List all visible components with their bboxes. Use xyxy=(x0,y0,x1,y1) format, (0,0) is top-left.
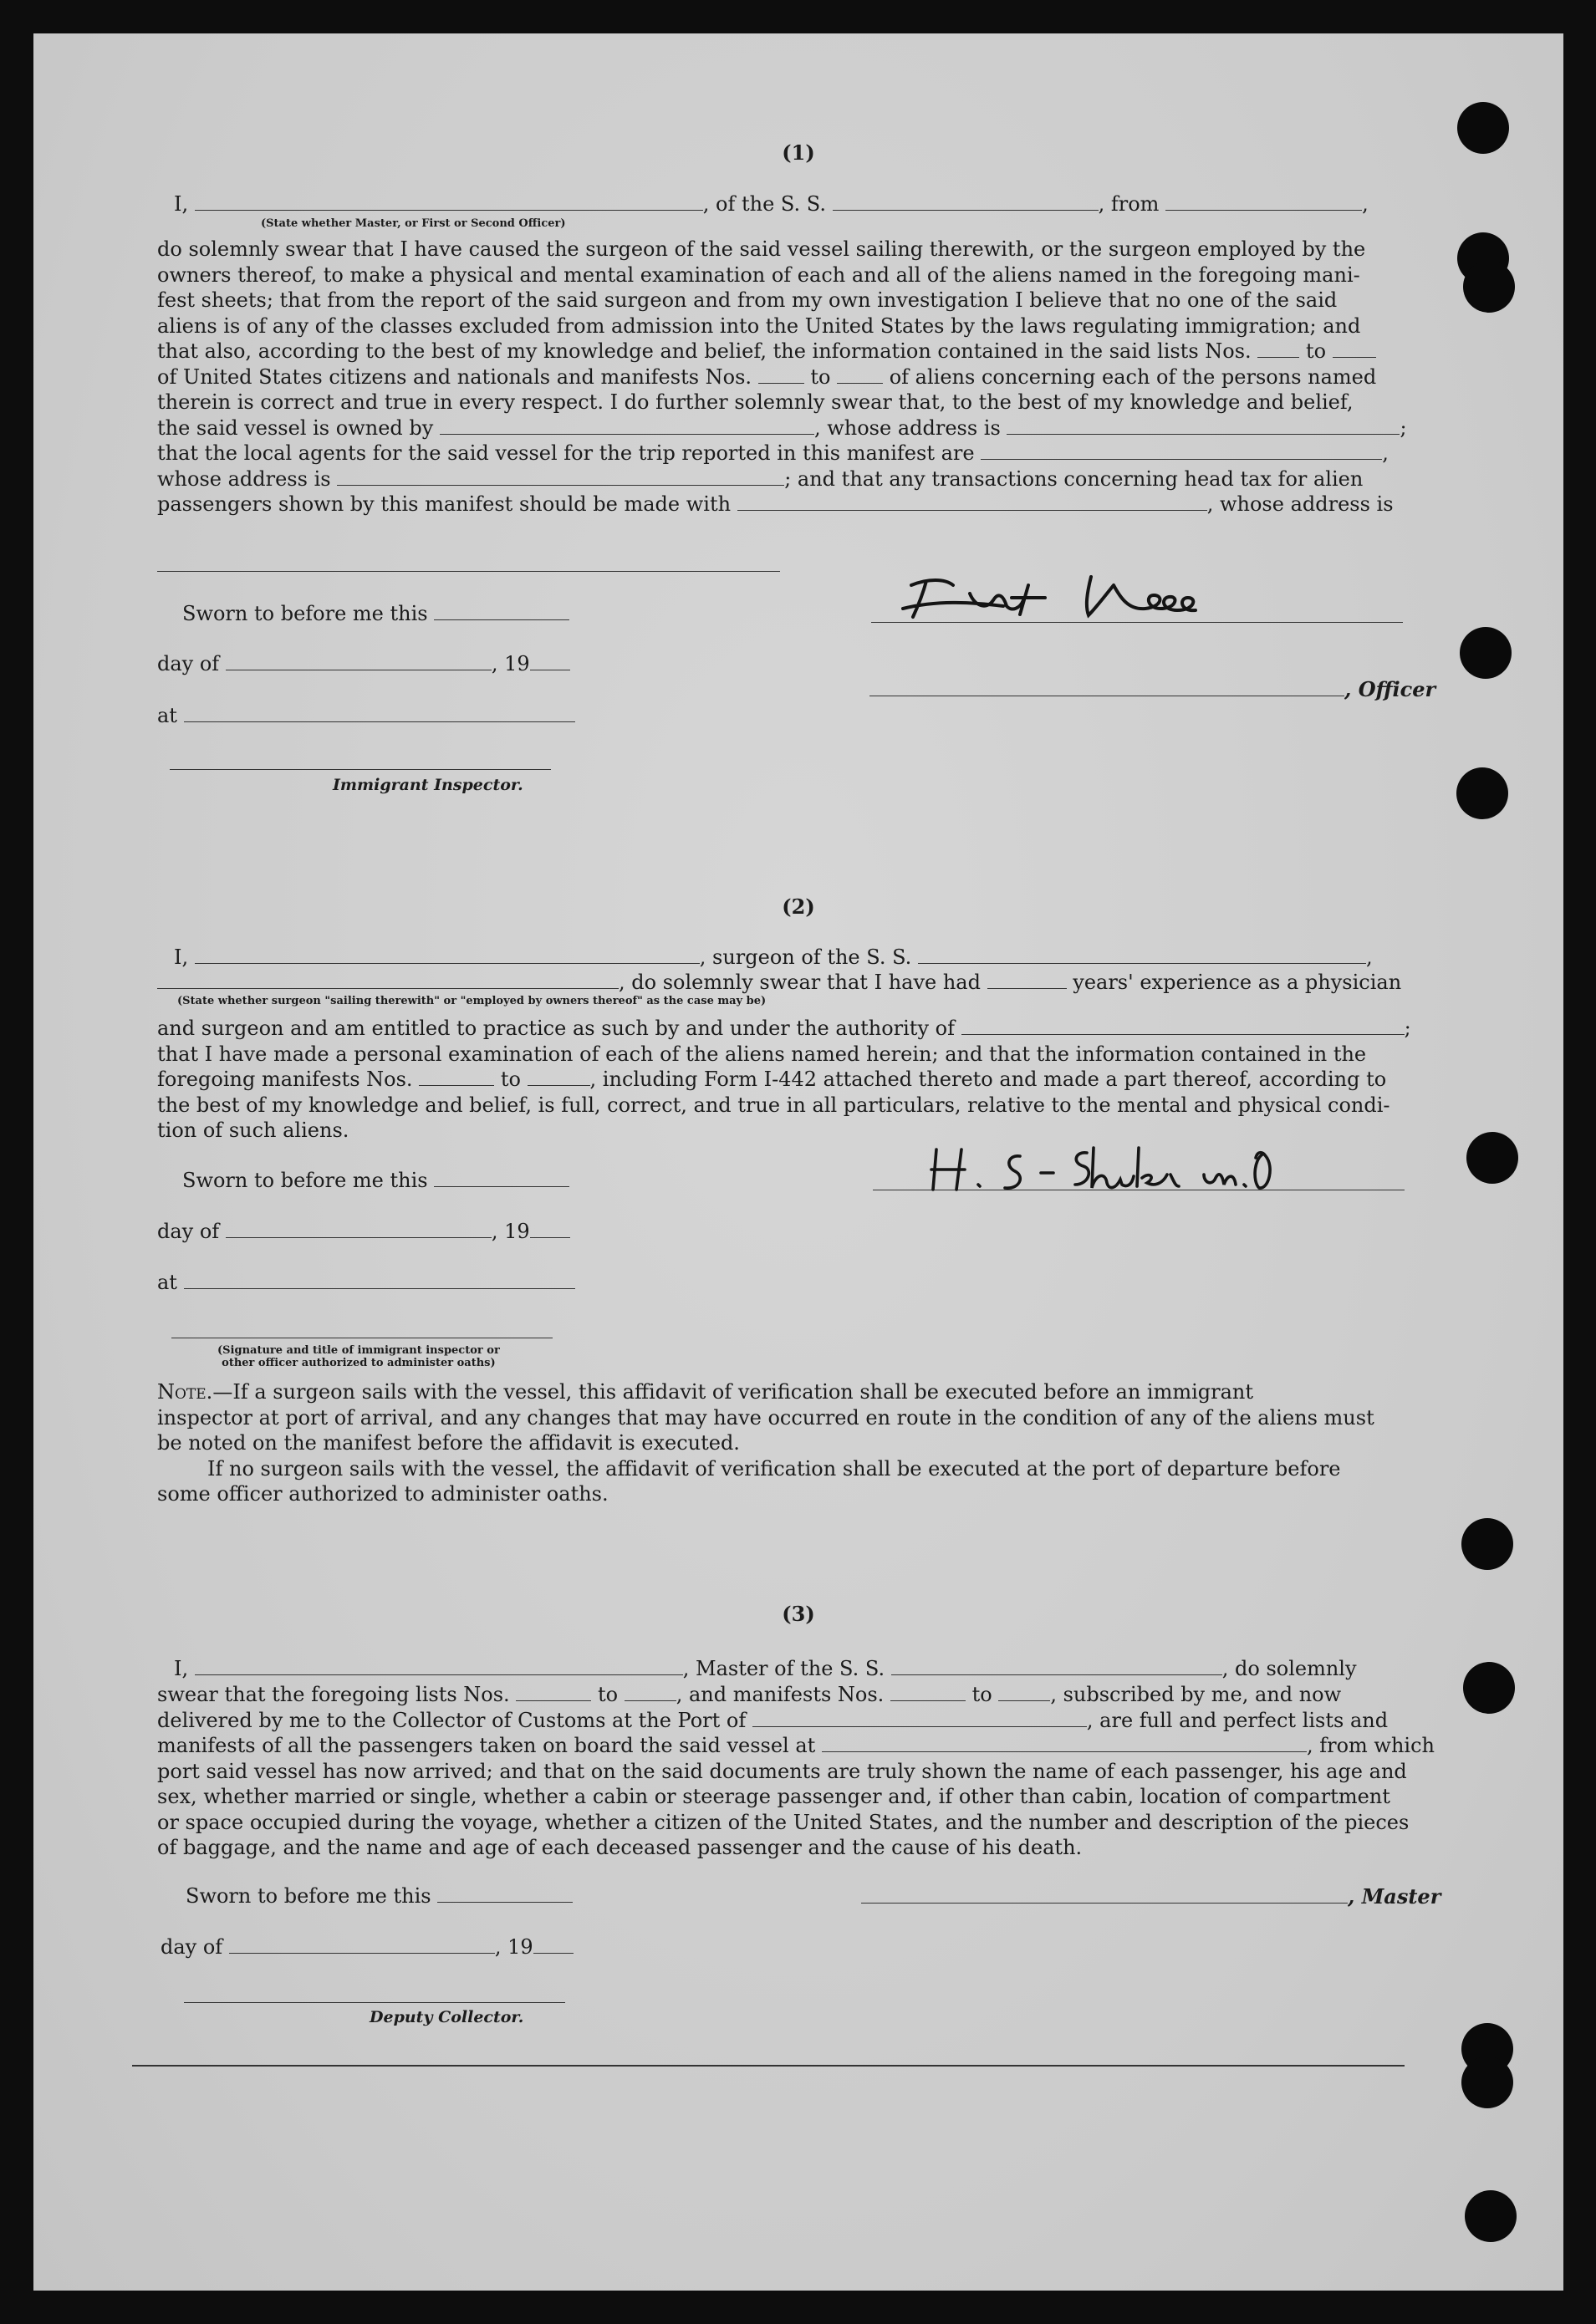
punch-hole xyxy=(1466,1132,1518,1184)
master-handwritten-signature xyxy=(895,560,1396,627)
punch-hole xyxy=(1460,627,1512,679)
place-field[interactable] xyxy=(184,1272,575,1289)
officer-name-field[interactable] xyxy=(195,193,703,211)
punch-hole xyxy=(1456,767,1508,819)
master-signature-field[interactable] xyxy=(861,1886,1348,1904)
lists-from-field[interactable] xyxy=(1257,340,1299,358)
year-field[interactable] xyxy=(530,653,570,670)
surgeon-manifests-from-field[interactable] xyxy=(419,1068,494,1086)
section-1-body: do solemnly swear that I have caused the surgeon of the said vessel sailing therewith, or the surgeon employed by the owners thereof, to make a physical and mental examination of each and all of the aliens named in the foregoing mani- fest sheets; that from the report of the said surgeon and from my own investigation I believe that no one of the said aliens is of any of the classes excluded from admission into the United States by the laws regulating immigration; and that also, according to the best of my knowledge and belief, the information contained in the said lists Nos. to of United States citizens and nationals and manifests Nos. to of aliens concerning each of the persons named therein is correct and true in every respect. I do further solemnly swear that, to the best of my knowledge and belief, the said vessel is owned by , whose address is ; that the local agents for the said vessel for the trip reported in this manifest are , whose address is ; and that any transactions concerning head tax for alien passengers shown by this manifest should be made with , whose address is xyxy=(157,237,1407,516)
section-2-body: and surgeon and am entitled to practice as such by and under the authority of ; that I have made a personal examination of each of the aliens named herein; and that the information contained in the foregoing manifests Nos. to , including Form I-442 attached thereto and made a part thereof, according to the best of my knowledge and belief, is full, correct, and true in all particulars, relative to the mental and physical condi- tion of such aliens. xyxy=(157,1017,1411,1142)
address-line[interactable] xyxy=(157,571,780,572)
surgeon-status-field[interactable] xyxy=(157,971,619,989)
ship-name-field[interactable] xyxy=(833,193,1099,211)
year-field[interactable] xyxy=(530,1221,570,1238)
sworn-date-field[interactable] xyxy=(434,603,569,620)
officer-line: , Officer xyxy=(869,677,1435,701)
signature-title-note: (Signature and title of immigrant inspector or other officer authorized to administer oaths) xyxy=(217,1344,500,1369)
master-lists-from-field[interactable] xyxy=(516,1684,591,1701)
master-manifests-from-field[interactable] xyxy=(890,1684,966,1701)
day-line-3: day of , 19 xyxy=(161,1935,574,1959)
at-line-1: at xyxy=(157,704,575,727)
at-line-2: at xyxy=(157,1271,575,1294)
day-line-1: day of , 19 xyxy=(157,652,570,675)
inspector-signature-line[interactable] xyxy=(170,769,551,770)
local-agents-field[interactable] xyxy=(981,442,1382,460)
master-manifests-to-field[interactable] xyxy=(998,1684,1050,1701)
sworn-line-3: Sworn to before me this xyxy=(186,1884,573,1908)
section-1-intro: I, , of the S. S. , from , xyxy=(174,192,1369,216)
sworn-line-2: Sworn to before me this xyxy=(182,1169,569,1192)
owner-field[interactable] xyxy=(440,417,814,435)
surgeon-ship-field[interactable] xyxy=(918,946,1366,964)
manifests-to-field[interactable] xyxy=(837,366,883,384)
master-lists-to-field[interactable] xyxy=(625,1684,676,1701)
punch-hole xyxy=(1461,2056,1513,2108)
punch-hole xyxy=(1465,2190,1517,2242)
section-3-intro: I, , Master of the S. S. , do solemnly xyxy=(174,1657,1357,1680)
day-field[interactable] xyxy=(226,1221,492,1238)
boarding-port-field[interactable] xyxy=(822,1735,1307,1752)
immigrant-inspector-caption: Immigrant Inspector. xyxy=(333,776,523,794)
from-port-field[interactable] xyxy=(1165,193,1362,211)
sworn-line-1: Sworn to before me this xyxy=(182,602,569,625)
punch-hole xyxy=(1463,1662,1515,1714)
lists-to-field[interactable] xyxy=(1333,340,1376,358)
manifest-verification-form xyxy=(33,33,1563,2291)
collector-signature-line[interactable] xyxy=(184,2002,565,2003)
day-field[interactable] xyxy=(229,1936,495,1954)
manifests-from-field[interactable] xyxy=(758,366,804,384)
section-2-heading: (2) xyxy=(782,894,815,919)
year-field[interactable] xyxy=(533,1936,574,1954)
surgeon-manifests-to-field[interactable] xyxy=(528,1068,590,1086)
master-line: , Master xyxy=(861,1884,1440,1909)
punch-hole xyxy=(1461,1518,1513,1570)
master-ship-field[interactable] xyxy=(891,1658,1222,1675)
place-field[interactable] xyxy=(184,705,575,722)
surgeon-status-note: (State whether surgeon "sailing therewith" or "employed by owners thereof" as the case may be) xyxy=(177,995,767,1007)
customs-port-field[interactable] xyxy=(752,1710,1087,1727)
day-field[interactable] xyxy=(226,653,492,670)
agents-address-field[interactable] xyxy=(337,468,784,486)
bottom-rule xyxy=(132,2065,1405,2067)
master-name-field[interactable] xyxy=(195,1658,683,1675)
sworn-date-field[interactable] xyxy=(437,1885,573,1903)
section-1-heading: (1) xyxy=(782,140,815,165)
owner-address-field[interactable] xyxy=(1007,417,1400,435)
head-tax-party-field[interactable] xyxy=(737,493,1207,511)
sworn-date-field[interactable] xyxy=(434,1170,569,1187)
deputy-collector-caption: Deputy Collector. xyxy=(370,2008,524,2026)
surgeon-handwritten-signature xyxy=(928,1141,1329,1200)
practice-authority-field[interactable] xyxy=(961,1017,1405,1035)
years-experience-field[interactable] xyxy=(987,971,1067,989)
day-line-2: day of , 19 xyxy=(157,1220,570,1243)
section-2-intro: I, , surgeon of the S. S. , xyxy=(174,945,1373,969)
punch-hole xyxy=(1463,261,1515,313)
verification-note: Note.—If a surgeon sails with the vessel, this affidavit of verification shall be executed before an immigrant inspector at port of arrival, and any changes that may have occurred en route in the condition of any of the aliens must be noted on the manifest before the affidavit is executed. If no surgeon sails with the vessel, the affidavit of verification shall be executed at the port of departure before some officer authorized to administer oaths. xyxy=(157,1380,1374,1506)
section-3-body: swear that the foregoing lists Nos. to , and manifests Nos. to , subscribed by me, and now delivered by me to the Collector of Customs at the Port of , are full and perfect lists and manifests of all the passengers taken on board the said vessel at , from which port said vessel has now arrived; and that on the said documents are truly shown the name of each passenger, his age and sex, whether married or single, whether a cabin or steerage passenger and, if other than cabin, location of compartment or space occupied during the voyage, whether a citizen of the United States, and the number and description of the pieces of baggage, and the name and age of each deceased passenger and the cause of his death. xyxy=(157,1683,1435,1859)
surgeon-name-field[interactable] xyxy=(195,946,700,964)
section-3-heading: (3) xyxy=(782,1602,815,1626)
section-2-line2: , do solemnly swear that I have had years' experience as a physician xyxy=(157,971,1401,994)
officer-signature-field[interactable] xyxy=(869,679,1344,696)
officer-rank-note: (State whether Master, or First or Second Officer) xyxy=(261,217,566,230)
